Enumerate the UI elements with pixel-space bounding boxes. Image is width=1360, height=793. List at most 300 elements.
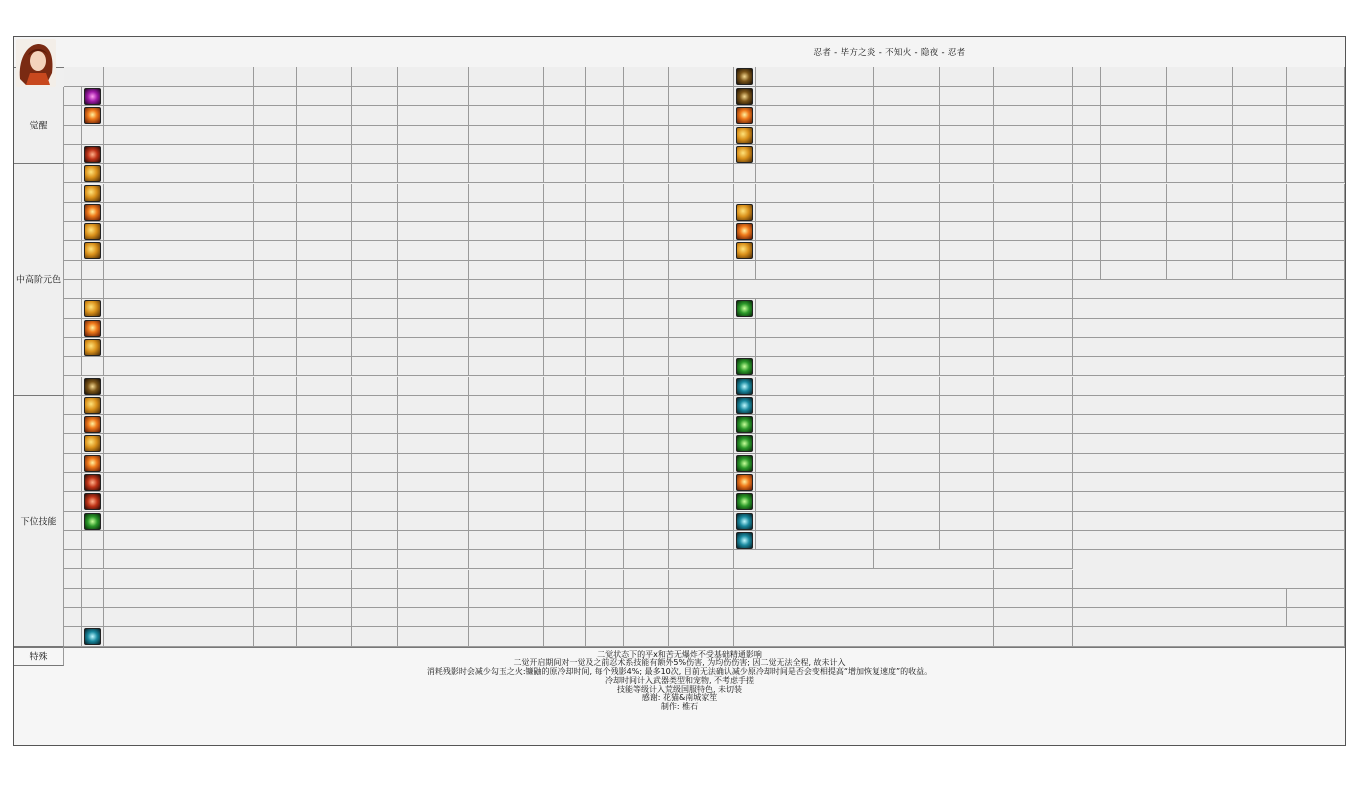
talisman-inc	[1287, 145, 1345, 164]
cell-eq	[398, 550, 469, 569]
talisman-eq	[940, 164, 994, 183]
cell-eq	[398, 338, 469, 357]
passive-name	[756, 531, 874, 550]
talisman-single	[1233, 222, 1287, 241]
cell-dps	[624, 203, 669, 222]
cell-dps6	[669, 627, 734, 646]
cell-acd	[586, 396, 624, 415]
talisman-dps	[1101, 164, 1167, 183]
cell-eq	[398, 319, 469, 338]
passive-icon-cell	[734, 338, 756, 357]
cell-name	[104, 570, 254, 589]
cell-tp	[352, 241, 398, 260]
skill-icon	[84, 474, 101, 491]
cell-cd	[544, 319, 586, 338]
cell-eq	[398, 434, 469, 453]
date-cell	[1073, 627, 1345, 646]
talisman-icon	[736, 204, 753, 221]
skill-icon	[84, 88, 101, 105]
cell-base	[297, 589, 352, 608]
group-label-text: 中高阶元色	[15, 275, 61, 286]
talisman-single	[1233, 145, 1287, 164]
cell-cd	[544, 126, 586, 145]
cell-dps6	[669, 87, 734, 106]
cell-name	[104, 396, 254, 415]
cell-eq	[398, 589, 469, 608]
talisman-eq6	[994, 261, 1073, 280]
skill-icon	[84, 513, 101, 530]
cell-base	[297, 280, 352, 299]
cell-lv	[254, 589, 297, 608]
cell-base	[297, 357, 352, 376]
cell-dps	[624, 531, 669, 550]
talisman-name	[756, 126, 874, 145]
talisman-dps6	[1167, 184, 1233, 203]
passive-name	[756, 357, 874, 376]
cell-eq6	[469, 570, 544, 589]
passive-extra	[1073, 415, 1345, 434]
talisman-eq	[940, 261, 994, 280]
cell-acd	[586, 357, 624, 376]
talisman-dps	[1101, 184, 1167, 203]
cell-dps	[624, 377, 669, 396]
cell-eq6	[469, 261, 544, 280]
talisman-cd	[1073, 203, 1101, 222]
cell-eq	[398, 473, 469, 492]
passive-level	[874, 473, 940, 492]
cell-base	[297, 203, 352, 222]
cell-base	[297, 627, 352, 646]
skill-icon	[84, 320, 101, 337]
talisman-single	[1233, 106, 1287, 125]
talisman-name	[756, 106, 874, 125]
talisman-icon	[736, 223, 753, 240]
cell-dps6	[669, 184, 734, 203]
passive-name	[756, 396, 874, 415]
cell-dps	[624, 319, 669, 338]
cell-acd	[586, 203, 624, 222]
cell-lv	[254, 241, 297, 260]
cell-lv	[254, 126, 297, 145]
cell-acd	[586, 164, 624, 183]
header-kunai-pct	[64, 67, 104, 87]
weapon-mod-value	[994, 550, 1073, 569]
cell-name	[104, 145, 254, 164]
cell-acd	[586, 126, 624, 145]
cell-lv	[254, 627, 297, 646]
talisman-header-icon-img	[736, 68, 753, 85]
passive-rate	[994, 319, 1073, 338]
cell-eq6	[469, 627, 544, 646]
passive-growth	[940, 434, 994, 453]
cell-lv	[254, 222, 297, 241]
passive-rate	[994, 492, 1073, 511]
cell-cd	[544, 550, 586, 569]
cell-eq6	[469, 512, 544, 531]
cell-eq	[398, 492, 469, 511]
passive-rate	[994, 434, 1073, 453]
cell-cd	[544, 492, 586, 511]
passive-extra	[1073, 299, 1345, 318]
cell-base	[297, 454, 352, 473]
cell-dps	[624, 492, 669, 511]
cell-dps	[624, 434, 669, 453]
normal-value	[1287, 608, 1345, 627]
cell-acd	[586, 415, 624, 434]
passive-extra	[1073, 357, 1345, 376]
cell-acd	[586, 473, 624, 492]
cell-tp	[352, 357, 398, 376]
cell-dps	[624, 473, 669, 492]
passive-level	[874, 299, 940, 318]
skill-icon	[84, 455, 101, 472]
cell-acd	[586, 261, 624, 280]
solo-mod-label	[734, 570, 994, 589]
cell-acd	[586, 299, 624, 318]
group-label	[14, 87, 64, 164]
cell-acd	[586, 241, 624, 260]
cell-name	[104, 627, 254, 646]
cell-dps6	[669, 550, 734, 569]
passive-header-level	[874, 280, 940, 299]
cell-base	[297, 550, 352, 569]
cell-cd	[544, 357, 586, 376]
talisman-dps	[1101, 261, 1167, 280]
row-icon-cell	[82, 589, 104, 608]
cell-cd	[544, 106, 586, 125]
skill-icon	[84, 416, 101, 433]
skill-icon	[84, 435, 101, 452]
cell-name	[104, 261, 254, 280]
passive-rate	[994, 338, 1073, 357]
talisman-dps6	[1167, 145, 1233, 164]
talisman-dps6	[1167, 203, 1233, 222]
cell-dps6	[669, 299, 734, 318]
cell-dps	[624, 396, 669, 415]
cell-eq6	[469, 454, 544, 473]
talisman-dps6	[1167, 164, 1233, 183]
solo-mod-value	[994, 570, 1073, 589]
cell-tp	[352, 570, 398, 589]
cell-base	[297, 492, 352, 511]
talisman-name	[756, 203, 874, 222]
passive-name	[756, 319, 874, 338]
cell-lv	[254, 473, 297, 492]
cell-pct	[64, 241, 82, 260]
cell-base	[297, 377, 352, 396]
talisman-dps6	[1167, 126, 1233, 145]
passive-growth	[940, 492, 994, 511]
cell-base	[297, 319, 352, 338]
talisman-dps	[1101, 241, 1167, 260]
cell-dps6	[669, 454, 734, 473]
talisman-eq	[940, 106, 994, 125]
cell-eq6	[469, 531, 544, 550]
cell-base	[297, 299, 352, 318]
cell-dps	[624, 222, 669, 241]
cell-acd	[586, 627, 624, 646]
talisman-cd	[1073, 126, 1101, 145]
cell-tp	[352, 415, 398, 434]
cell-name	[104, 512, 254, 531]
cell-dps6	[669, 222, 734, 241]
passive-level	[874, 512, 940, 531]
cell-lv	[254, 454, 297, 473]
passive-header-rate	[994, 280, 1073, 299]
talisman-rate	[874, 106, 940, 125]
cell-eq6	[469, 608, 544, 627]
talisman-eq6	[994, 145, 1073, 164]
cell-eq6	[469, 492, 544, 511]
cell-lv	[254, 357, 297, 376]
cell-dps6	[669, 608, 734, 627]
cell-name	[104, 338, 254, 357]
talisman-cd	[1073, 87, 1101, 106]
talisman-rate	[874, 222, 940, 241]
cell-pct	[64, 299, 82, 318]
cell-lv	[254, 434, 297, 453]
talisman-cd	[1073, 145, 1101, 164]
group-label-text: 觉醒	[29, 121, 48, 132]
talisman-header-0	[756, 67, 874, 87]
cell-name	[104, 106, 254, 125]
passive-extra	[1073, 377, 1345, 396]
cell-cd	[544, 589, 586, 608]
cell-eq6	[469, 473, 544, 492]
cell-eq	[398, 415, 469, 434]
group-label	[14, 396, 64, 647]
talisman-eq	[940, 126, 994, 145]
talisman-cd	[1073, 261, 1101, 280]
cell-base	[297, 261, 352, 280]
talisman-cd	[1073, 164, 1101, 183]
cell-lv	[254, 608, 297, 627]
passive-name	[756, 512, 874, 531]
cell-dps	[624, 145, 669, 164]
cell-dps6	[669, 473, 734, 492]
skill-icon	[84, 204, 101, 221]
passive-level	[874, 319, 940, 338]
passive-level	[874, 377, 940, 396]
row-icon-cell	[82, 126, 104, 145]
passive-growth	[940, 454, 994, 473]
cell-acd	[586, 512, 624, 531]
talisman-icon-cell	[734, 184, 756, 203]
cell-cd	[544, 415, 586, 434]
cell-dps6	[669, 589, 734, 608]
passive-extra	[1073, 454, 1345, 473]
passive-header-name	[734, 280, 874, 299]
passive-header-extra	[1073, 280, 1345, 299]
talisman-eq6	[994, 241, 1073, 260]
cell-dps	[624, 164, 669, 183]
cell-lv	[254, 145, 297, 164]
weapon-mod-note	[874, 550, 994, 569]
cell-base	[297, 164, 352, 183]
cell-dps6	[669, 492, 734, 511]
cell-eq	[398, 280, 469, 299]
cell-dps6	[669, 164, 734, 183]
cell-dps6	[669, 261, 734, 280]
talisman-dps6	[1167, 261, 1233, 280]
cell-base	[297, 415, 352, 434]
character-portrait	[16, 39, 56, 87]
talisman-icon	[736, 127, 753, 144]
cell-name	[104, 492, 254, 511]
cell-cd	[544, 241, 586, 260]
passive-name	[756, 377, 874, 396]
cell-lv	[254, 570, 297, 589]
cell-pct	[64, 396, 82, 415]
cell-dps6	[669, 280, 734, 299]
cell-dps	[624, 126, 669, 145]
cell-name	[104, 415, 254, 434]
cell-eq	[398, 454, 469, 473]
cell-pct	[64, 106, 82, 125]
talisman-single	[1233, 261, 1287, 280]
cell-tp	[352, 608, 398, 627]
cell-base	[297, 241, 352, 260]
passive-level	[874, 338, 940, 357]
cell-name	[104, 550, 254, 569]
cell-acd	[586, 184, 624, 203]
passive-icon	[736, 455, 753, 472]
cell-dps	[624, 570, 669, 589]
cell-cd	[544, 145, 586, 164]
talisman-icon-cell	[734, 261, 756, 280]
cell-lv	[254, 512, 297, 531]
cell-tp	[352, 589, 398, 608]
nonghost-value	[1287, 589, 1345, 608]
cell-name	[104, 454, 254, 473]
talisman-eq	[940, 203, 994, 222]
cell-acd	[586, 454, 624, 473]
talisman-eq	[940, 184, 994, 203]
passive-extra	[1073, 396, 1345, 415]
talisman-rate	[874, 203, 940, 222]
cell-eq6	[469, 184, 544, 203]
cell-cd	[544, 627, 586, 646]
cell-base	[297, 87, 352, 106]
talisman-eq6	[994, 203, 1073, 222]
cell-cd	[544, 299, 586, 318]
normal-kunai-label	[734, 627, 994, 646]
talisman-eq6	[994, 106, 1073, 125]
cell-cd	[544, 473, 586, 492]
talisman-rate	[874, 87, 940, 106]
passive-rate	[994, 473, 1073, 492]
cell-dps6	[669, 241, 734, 260]
cell-pct	[64, 454, 82, 473]
passive-rate	[994, 512, 1073, 531]
cell-cd	[544, 377, 586, 396]
cell-dps	[624, 357, 669, 376]
cell-eq6	[469, 377, 544, 396]
cell-pct	[64, 222, 82, 241]
cell-pct	[64, 589, 82, 608]
cell-tp	[352, 87, 398, 106]
talisman-icon	[736, 242, 753, 259]
cell-base	[297, 184, 352, 203]
cell-lv	[254, 396, 297, 415]
talisman-eq6	[994, 222, 1073, 241]
cell-eq	[398, 145, 469, 164]
cell-dps6	[669, 319, 734, 338]
cell-name	[104, 203, 254, 222]
cell-dps6	[669, 570, 734, 589]
sheet-title: 忍者 - 毕方之炎 - 不知火 - 隐夜 - 忍者	[813, 48, 966, 58]
cell-eq6	[469, 550, 544, 569]
cell-eq	[398, 164, 469, 183]
passive-header-growth	[940, 280, 994, 299]
cell-lv	[254, 492, 297, 511]
cell-dps	[624, 627, 669, 646]
passive-growth	[940, 319, 994, 338]
nonghost-label	[1073, 589, 1287, 608]
skill-icon	[84, 397, 101, 414]
cell-base	[297, 570, 352, 589]
cell-dps	[624, 550, 669, 569]
talisman-rate	[874, 126, 940, 145]
note-line: 技能等级计入荒级国服特色, 未切装	[616, 684, 743, 694]
cell-tp	[352, 492, 398, 511]
passive-extra	[1073, 512, 1345, 531]
cell-lv	[254, 550, 297, 569]
cell-name	[104, 87, 254, 106]
cell-acd	[586, 531, 624, 550]
cell-base	[297, 473, 352, 492]
cell-tp	[352, 299, 398, 318]
cell-eq	[398, 627, 469, 646]
cell-eq6	[469, 338, 544, 357]
cell-name	[104, 280, 254, 299]
passive-rate	[994, 415, 1073, 434]
header-col-3	[297, 67, 352, 87]
cell-cd	[544, 608, 586, 627]
talisman-dps	[1101, 126, 1167, 145]
passive-growth	[940, 338, 994, 357]
cell-cd	[544, 164, 586, 183]
cell-name	[104, 241, 254, 260]
six-label	[734, 608, 994, 627]
cell-eq	[398, 357, 469, 376]
cell-name	[104, 531, 254, 550]
cell-eq	[398, 241, 469, 260]
cell-lv	[254, 338, 297, 357]
cell-pct	[64, 184, 82, 203]
cell-name	[104, 319, 254, 338]
buff-label	[734, 589, 994, 608]
cell-acd	[586, 338, 624, 357]
talisman-header-4	[1073, 67, 1101, 87]
six-value	[994, 608, 1073, 627]
cell-name	[104, 299, 254, 318]
talisman-inc	[1287, 203, 1345, 222]
cell-base	[297, 126, 352, 145]
cell-acd	[586, 570, 624, 589]
cell-pct	[64, 319, 82, 338]
passive-icon	[736, 493, 753, 510]
talisman-inc	[1287, 261, 1345, 280]
cell-cd	[544, 396, 586, 415]
talisman-single	[1233, 241, 1287, 260]
cell-pct	[64, 145, 82, 164]
passive-growth	[940, 299, 994, 318]
talisman-inc	[1287, 126, 1345, 145]
cell-eq6	[469, 222, 544, 241]
row-icon-cell	[82, 531, 104, 550]
cell-name	[104, 184, 254, 203]
